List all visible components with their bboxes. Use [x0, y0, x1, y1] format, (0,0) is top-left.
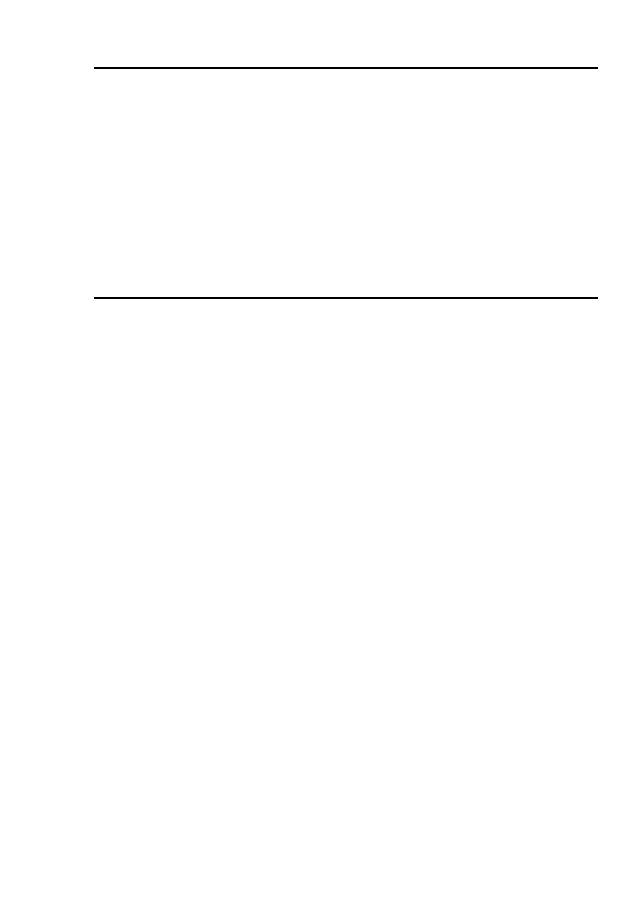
empty-label-cell: [95, 68, 223, 69]
financing-details-cell: [223, 68, 598, 69]
financing-details-cell: [223, 298, 598, 299]
label-cell: [95, 298, 223, 299]
financing-table-continued: [94, 67, 598, 69]
financing-table: [94, 297, 598, 299]
